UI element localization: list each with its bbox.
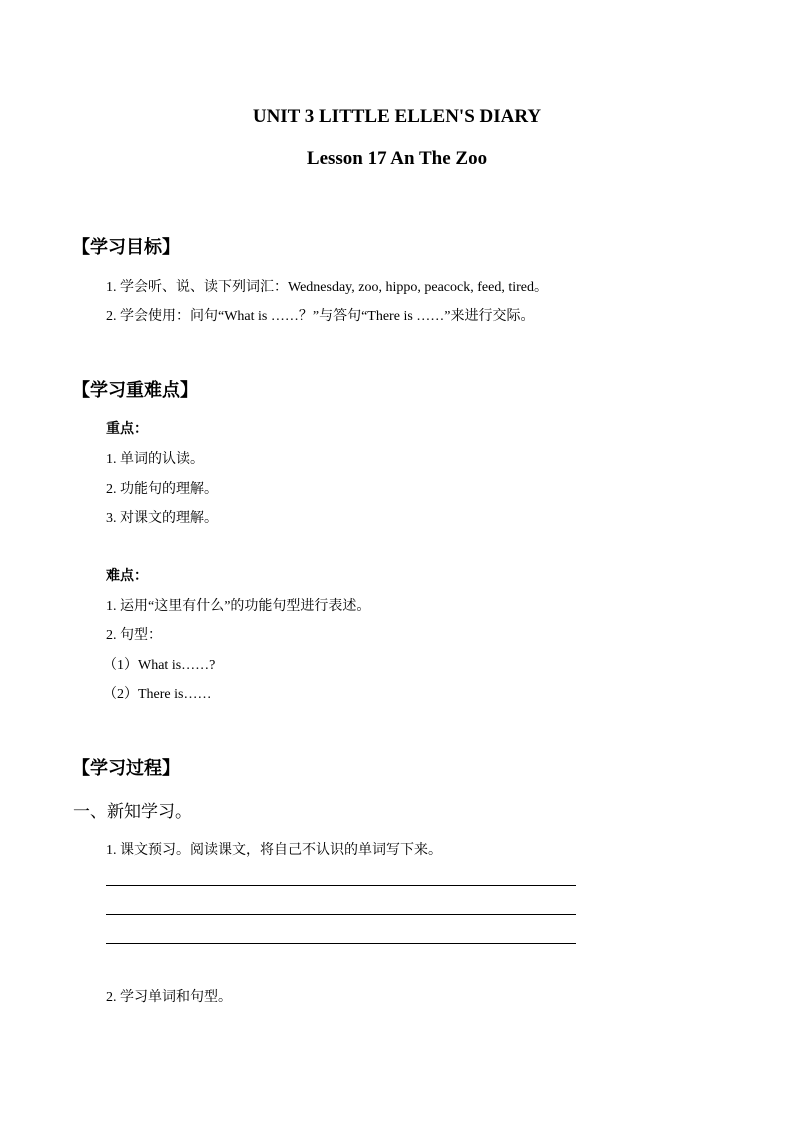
difficulty-label: 难点： (106, 569, 148, 584)
answer-line-3[interactable] (106, 943, 576, 944)
objectives-heading: 【学习目标】 (72, 237, 180, 257)
unit-title: UNIT 3 LITTLE ELLEN'S DIARY (252, 106, 542, 127)
objective-item-2: 2. 学会使用：问句“What is ……？”与答句“There is ……”来进行交际。 (106, 309, 535, 324)
difficulty-item-4: （2）There is…… (103, 687, 212, 702)
answer-line-1[interactable] (106, 885, 576, 886)
objective-item-1: 1. 学会听、说、读下列词汇：Wednesday, zoo, hippo, peacock, feed, tired。 (106, 280, 548, 295)
difficulty-item-3: （1）What is……? (103, 658, 216, 673)
focus-item-2: 2. 功能句的理解。 (106, 482, 218, 497)
answer-line-2[interactable] (106, 914, 576, 915)
process-heading: 【学习过程】 (72, 758, 180, 778)
focus-label: 重点： (106, 422, 148, 437)
focus-item-3: 3. 对课文的理解。 (106, 511, 218, 526)
focus-item-1: 1. 单词的认读。 (106, 452, 204, 467)
key-points-heading: 【学习重难点】 (72, 380, 198, 400)
difficulty-item-1: 1. 运用“这里有什么”的功能句型进行表述。 (106, 599, 371, 614)
step-new-knowledge: 一、新知学习。 (73, 802, 192, 821)
task-study-words: 2. 学习单词和句型。 (106, 990, 232, 1005)
lesson-title: Lesson 17 An The Zoo (306, 148, 488, 169)
difficulty-item-2: 2. 句型： (106, 628, 162, 643)
task-preview: 1. 课文预习。阅读课文，将自己不认识的单词写下来。 (106, 843, 442, 858)
